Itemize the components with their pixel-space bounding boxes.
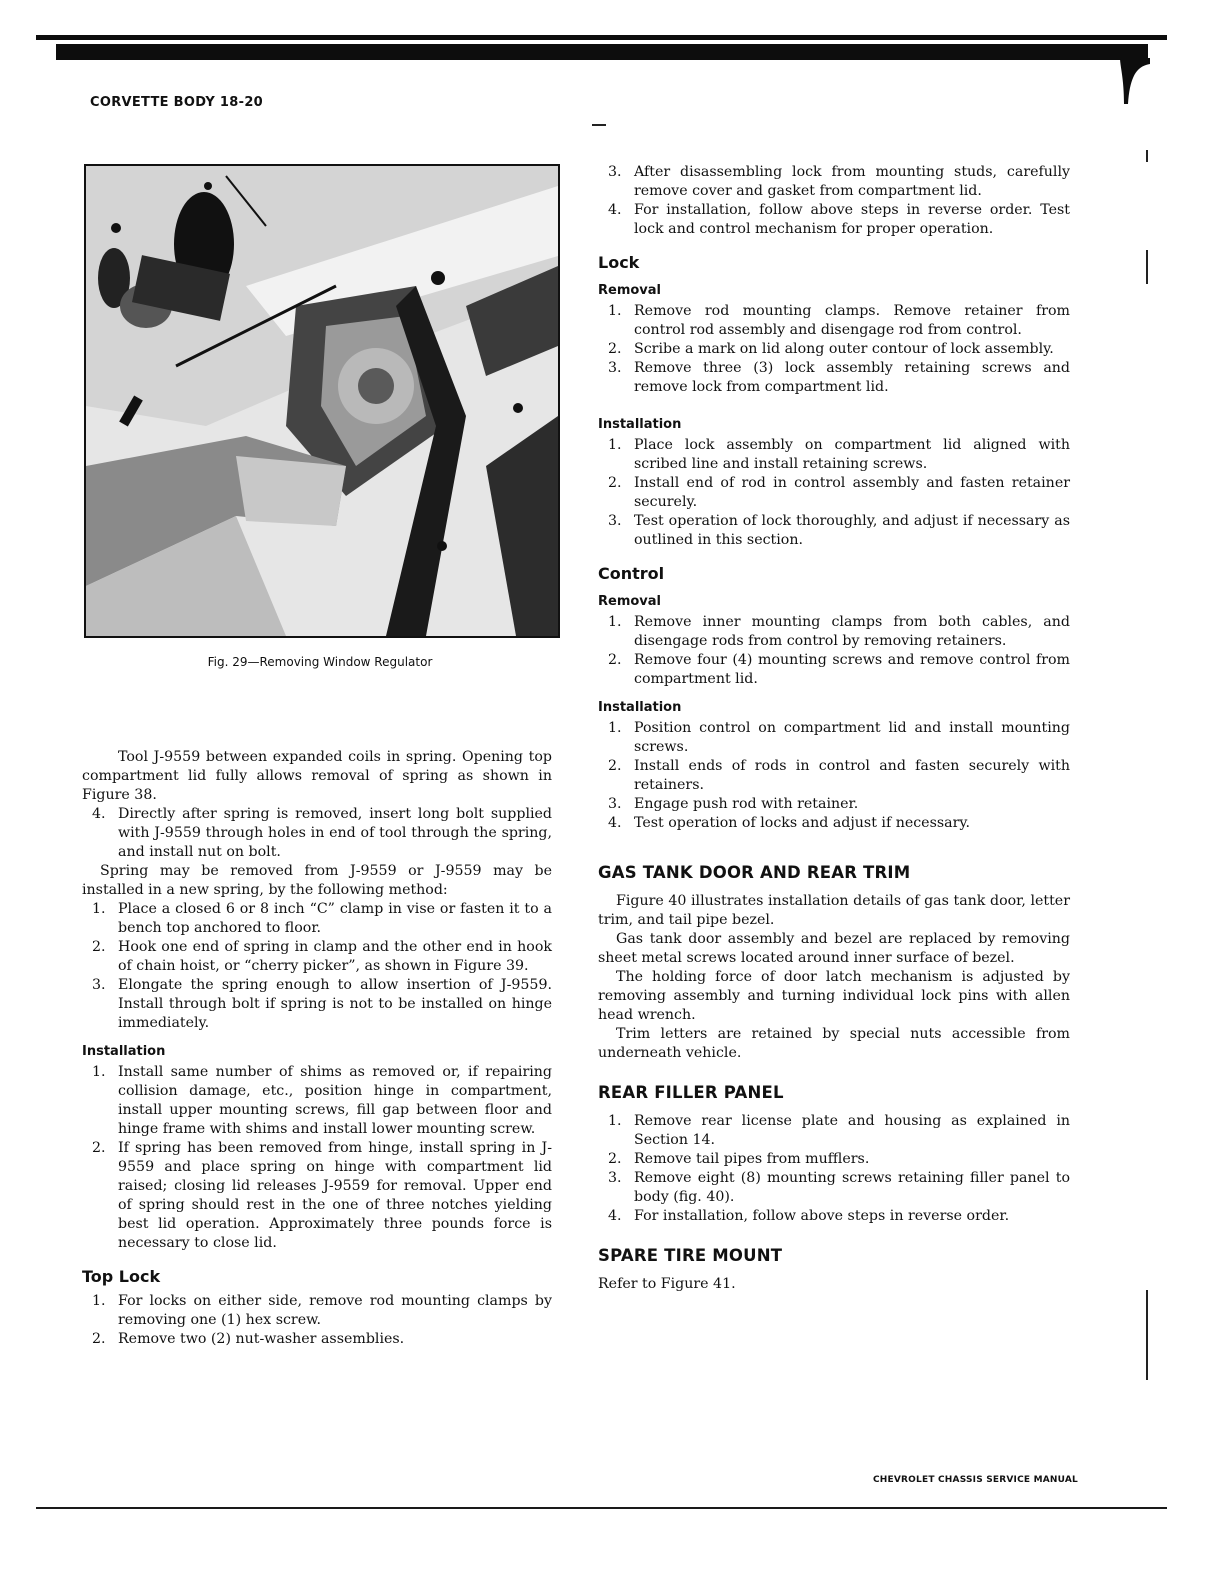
step-text: Install ends of rods in control and fasten securely with retainers. xyxy=(634,758,1070,793)
section-subheading: Removal xyxy=(598,594,662,609)
section-subheading: Removal xyxy=(598,283,662,298)
step-number: 3. xyxy=(608,1170,622,1186)
list-item xyxy=(82,1292,552,1330)
step-number: 1. xyxy=(608,720,622,736)
list-item xyxy=(598,1169,1070,1207)
step-text: Hook one end of spring in clamp and the other end in hook of chain hoist, or “cherry picker”, as shown in Figure 39. xyxy=(118,939,552,974)
step-text: Install end of rod in control assembly and fasten retainer securely. xyxy=(634,475,1070,510)
step-number: 3. xyxy=(608,796,622,812)
step-number: 1. xyxy=(608,437,622,453)
list-item xyxy=(598,651,1070,689)
list-item xyxy=(82,805,552,862)
step-text: Remove three (3) lock assembly retaining screws and remove lock from compartment lid. xyxy=(634,360,1070,395)
step-text: Remove rear license plate and housing as explained in Section 14. xyxy=(634,1113,1070,1148)
step-number: 2. xyxy=(608,652,622,668)
top-rule-heavy xyxy=(56,44,1148,60)
list-item xyxy=(598,719,1070,757)
step-number: 2. xyxy=(608,758,622,774)
step-number: 4. xyxy=(608,1208,622,1224)
paragraph: Figure 40 illustrates installation details of gas tank door, letter trim, and tail pipe bezel. xyxy=(598,893,1070,928)
step-text: Elongate the spring enough to allow insertion of J-9559. Install through bolt if spring is not to be installed on hinge immediately. xyxy=(118,977,552,1031)
page-footer: CHEVROLET CHASSIS SERVICE MANUAL xyxy=(873,1475,1078,1485)
step-text: Position control on compartment lid and install mounting screws. xyxy=(634,720,1070,755)
step-number: 3. xyxy=(608,513,622,529)
list-item xyxy=(82,1139,552,1253)
section-heading-lock: Lock xyxy=(598,253,640,272)
step-text: Place lock assembly on compartment lid aligned with scribed line and install retaining screws. xyxy=(634,437,1070,472)
stray-mark xyxy=(592,124,606,126)
step-number: 3. xyxy=(92,977,106,993)
step-number: 4. xyxy=(608,815,622,831)
step-number: 2. xyxy=(608,341,622,357)
list-item xyxy=(598,474,1070,512)
figure-photo xyxy=(84,164,560,638)
step-text: For installation, follow above steps in reverse order. Test lock and control mechanism for proper operation. xyxy=(634,202,1070,237)
section-heading-gas-tank: GAS TANK DOOR AND REAR TRIM xyxy=(598,863,911,882)
step-list xyxy=(82,1063,552,1253)
top-rule xyxy=(36,35,1167,40)
step-number: 4. xyxy=(92,806,106,822)
step-number: 2. xyxy=(608,475,622,491)
margin-mark xyxy=(1146,1290,1148,1380)
step-number: 2. xyxy=(92,1140,106,1156)
step-text: Remove rod mounting clamps. Remove retainer from control rod assembly and disengage rod from control. xyxy=(634,303,1070,338)
step-list xyxy=(598,302,1070,397)
list-item xyxy=(598,757,1070,795)
paragraph: Gas tank door assembly and bezel are replaced by removing sheet metal screws located around inner surface of bezel. xyxy=(598,931,1070,966)
step-text: After disassembling lock from mounting studs, carefully remove cover and gasket from compartment lid. xyxy=(634,164,1070,199)
list-item xyxy=(598,359,1070,397)
bottom-rule xyxy=(36,1507,1167,1509)
list-item xyxy=(598,1112,1070,1150)
step-number: 3. xyxy=(608,360,622,376)
step-text: For installation, follow above steps in reverse order. xyxy=(634,1208,1010,1224)
margin-mark xyxy=(1146,250,1148,284)
paragraph: Spring may be removed from J-9559 or J-9559 may be installed in a new spring, by the following method: xyxy=(82,863,552,898)
paragraph: The holding force of door latch mechanism is adjusted by removing assembly and turning individual lock pins with allen head wrench. xyxy=(598,969,1070,1023)
step-number: 1. xyxy=(608,614,622,630)
list-item xyxy=(82,976,552,1033)
step-text: For locks on either side, remove rod mounting clamps by removing one (1) hex screw. xyxy=(118,1293,552,1328)
step-list xyxy=(598,719,1070,833)
step-list xyxy=(598,613,1070,689)
step-number: 1. xyxy=(92,1064,106,1080)
step-list xyxy=(82,805,552,862)
list-item xyxy=(82,938,552,976)
photo-illustration xyxy=(86,166,558,636)
section-heading: Top Lock xyxy=(82,1267,161,1286)
section-subheading: Installation xyxy=(82,1044,166,1059)
step-text: Test operation of locks and adjust if necessary. xyxy=(634,815,971,831)
list-item xyxy=(598,163,1070,201)
step-number: 2. xyxy=(92,939,106,955)
step-list xyxy=(82,1292,552,1349)
step-list xyxy=(82,900,552,1033)
paragraph: Refer to Figure 41. xyxy=(598,1276,736,1292)
step-number: 1. xyxy=(92,1293,106,1309)
step-text: Remove two (2) nut-washer assemblies. xyxy=(118,1331,405,1347)
section-subheading: Installation xyxy=(598,417,682,432)
list-item xyxy=(598,201,1070,239)
step-text: Test operation of lock thoroughly, and adjust if necessary as outlined in this section. xyxy=(634,513,1070,548)
step-number: 1. xyxy=(608,1113,622,1129)
list-item xyxy=(82,1063,552,1139)
list-item xyxy=(82,900,552,938)
step-number: 2. xyxy=(92,1331,106,1347)
list-item xyxy=(598,613,1070,651)
step-list xyxy=(598,1112,1070,1226)
step-list xyxy=(598,436,1070,550)
step-text: Engage push rod with retainer. xyxy=(634,796,859,812)
paragraph: Trim letters are retained by special nuts accessible from underneath vehicle. xyxy=(598,1026,1070,1061)
step-text: Remove four (4) mounting screws and remove control from compartment lid. xyxy=(634,652,1070,687)
step-text: Scribe a mark on lid along outer contour of lock assembly. xyxy=(634,341,1054,357)
step-text: Place a closed 6 or 8 inch “C” clamp in vise or fasten it to a bench top anchored to floor. xyxy=(118,901,552,936)
step-number: 3. xyxy=(608,164,622,180)
section-heading-control: Control xyxy=(598,564,665,583)
list-item xyxy=(598,340,1070,359)
step-text: Remove inner mounting clamps from both cables, and disengage rods from control by removing retainers. xyxy=(634,614,1070,649)
top-rule-flare xyxy=(1120,58,1150,104)
step-text: Remove eight (8) mounting screws retaining filler panel to body (fig. 40). xyxy=(634,1170,1070,1205)
step-text: If spring has been removed from hinge, install spring in J-9559 and place spring on hinge with compartment lid raised; closing lid releases J-9559 for removal. Upper end of spring should rest in the one of three notches yielding best lid operation. Approximately three pounds force is necessary to close lid. xyxy=(118,1140,552,1251)
step-number: 2. xyxy=(608,1151,622,1167)
step-text: Remove tail pipes from mufflers. xyxy=(634,1151,870,1167)
step-text: Directly after spring is removed, insert long bolt supplied with J-9559 through holes in end of tool through the spring, and install nut on bolt. xyxy=(118,806,552,860)
list-item xyxy=(598,1207,1070,1226)
section-heading-spare-tire: SPARE TIRE MOUNT xyxy=(598,1246,783,1265)
page-header: CORVETTE BODY 18-20 xyxy=(90,95,264,110)
list-item xyxy=(82,1330,552,1349)
list-item xyxy=(598,795,1070,814)
left-column xyxy=(82,748,552,1349)
figure-caption: Fig. 29—Removing Window Regulator xyxy=(207,655,433,669)
list-item xyxy=(598,814,1070,833)
section-subheading: Installation xyxy=(598,700,682,715)
list-item xyxy=(598,512,1070,550)
margin-mark xyxy=(1146,150,1148,162)
right-column xyxy=(598,163,1070,1294)
step-text: Install same number of shims as removed or, if repairing collision damage, etc., position hinge in compartment, install upper mounting screws, fill gap between floor and hinge frame with shims and install lower mounting screw. xyxy=(118,1064,552,1137)
section-heading-rear-filler: REAR FILLER PANEL xyxy=(598,1083,784,1102)
step-number: 1. xyxy=(92,901,106,917)
step-number: 4. xyxy=(608,202,622,218)
list-item xyxy=(598,1150,1070,1169)
step-number: 1. xyxy=(608,303,622,319)
paragraph: Tool J-9559 between expanded coils in spring. Opening top compartment lid fully allows removal of spring as shown in Figure 38. xyxy=(82,749,552,803)
list-item xyxy=(598,436,1070,474)
list-item xyxy=(598,302,1070,340)
step-list xyxy=(598,163,1070,239)
